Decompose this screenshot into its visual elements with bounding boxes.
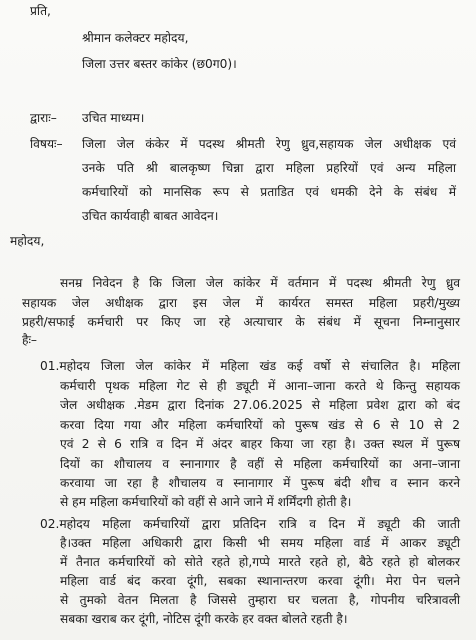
point-2-line-5: से तुमको वेतन मिलता है जिससे तुम्हारा घर चलता है, गोपनीय चरित्रावली [60, 593, 460, 607]
point-1-line-3: जेल अधीक्षक .मेडम द्वारा दिनांक 27.06.2025 से महिला प्रवेश द्वारा को बंद [60, 398, 460, 412]
point-2-line-3: में तैनात कर्मचारियों को सोते रहते हो,गप्पे मारते रहते हो, बैठे रहते हो बोलकर [60, 555, 460, 569]
point-1-line-7: करवाया जा रहा है शौचालय व स्नानागार में पुरूष बंदी शौच व स्नान करने [60, 476, 460, 490]
point-1-line-4: करवा दिया गया और महिला कर्मचारियों को पुरूष खंड से 6 से 10 से 2 [60, 418, 460, 432]
subject-line-1: जिला जेल कंकेर में पदस्थ श्रीमती रेणु ध्रुव,सहायक जेल अधीक्षक एवं [82, 137, 456, 151]
point-2-line-4: महिला वार्ड बंद करवा दूंगी, सबका स्थानान्तरण करवा दूंगी। मेरा पेन चलने [60, 574, 460, 588]
subject-line-3: कर्मचारियों को मानसिक रूप से प्रताडित एवं धमकी देने के संबंध में [82, 185, 456, 199]
intro-line-4: हैः– [22, 333, 38, 347]
point-1-line-5: एवं 2 से 6 रात्रि व दिन में अंदर बाहर किया जा रहा है। उक्त स्थल में पुरूष [60, 437, 460, 451]
via-label: द्वाराः– [30, 111, 57, 125]
via-text: उचित माध्यम। [82, 111, 145, 125]
point-1-line-1: 01.महोदय जिला जेल कांकेर में महिला खंड कई वर्षो से संचालित है। महिला [40, 359, 460, 373]
subject-line-2: उनके पति श्री बालकृष्ण चिन्ना द्वारा महिला प्रहरियों एवं अन्य महिला [82, 161, 456, 175]
greeting: महोदय, [10, 234, 45, 248]
salutation-to: प्रति, [30, 4, 51, 18]
subject-line-4: उचित कार्यवाही बाबत आवेदन। [82, 209, 219, 223]
intro-line-3: प्रहरी/सफाई कर्मचारी पर किए जा रहे अत्याचार के संबंध में सूचना निम्नानुसार [22, 315, 460, 329]
point-2-line-1: 02.महोदय महिला कर्मचारियों द्वारा प्रतिदिन रात्रि व दिन में ड्यूटी की जाती [40, 517, 460, 531]
addressee-line-2: जिला उत्तर बस्तर कांकेर (छ0ग0)। [82, 57, 237, 71]
addressee-line-1: श्रीमान कलेक्टर महोदय, [82, 31, 189, 45]
point-1-line-8: से हम महिला कर्मचारियों को वहीं से आने जाने में शर्मिंदगी होती है। [60, 495, 352, 509]
point-2-line-6: सबका खराब कर दूंगी, नोटिस दूंगी करके हर वक्त बोलते रहती है। [60, 612, 348, 626]
intro-line-2: सहायक जेल अधीक्षक द्वारा इस जेल में कार्यरत समस्त महिला प्रहरी/मुख्य [22, 296, 460, 310]
intro-line-1: सनम्र निवेदन है कि जिला जेल कांकेर में वर्तमान में पदस्थ श्रीमती रेणु ध्रुव [60, 276, 460, 290]
subject-label: विषयः– [30, 137, 63, 151]
point-2-line-2: है।उक्त महिला अधिकारी द्वारा किसी भी समय महिला वार्ड में आकर ड्यूटी [60, 536, 460, 550]
point-1-line-6: दियों का शौचालय व स्नानागार है वहीं से महिला कर्मचारियों का अना–जाना [60, 457, 460, 471]
point-1-line-2: कर्मचारी पृथक महिला गेट से ही ड्यूटी में आना–जाना करते थे किन्तु सहायक [60, 379, 460, 393]
